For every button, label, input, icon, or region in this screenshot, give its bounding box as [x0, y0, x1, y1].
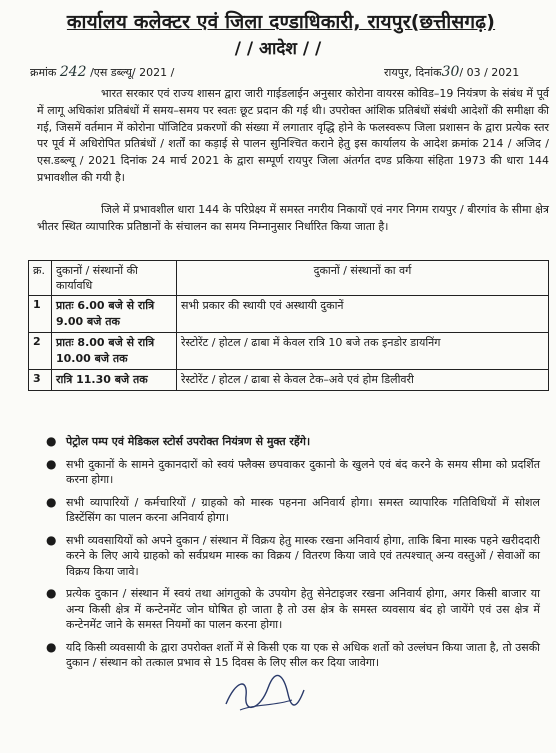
order-place-date — [384, 64, 519, 80]
row-number: 2 — [29, 333, 52, 370]
table-header-time: दुकानों / संस्थानों की कार्यावधि — [52, 261, 177, 296]
table-header-category: दुकानों / संस्थानों का वर्ग — [177, 261, 549, 296]
row-category: रेस्टोरेंट / होटल / ढाबा में केवल रात्रि 10 बजे तक इनडोर डायनिंग — [177, 333, 549, 370]
bullet-icon: ● — [46, 434, 57, 448]
row-number: 3 — [29, 370, 52, 391]
paragraph-background — [37, 86, 549, 187]
bullet-icon: ● — [46, 456, 57, 471]
row-category: रेस्टोरेंट / होटल / ढाबा से केवल टेक–अवे एवं होम डिलीवरी — [177, 370, 549, 391]
bullet-icon: ● — [46, 586, 57, 600]
list-item: ● पेट्रोल पम्प एवं मेडिकल स्टोर्स उपरोक्त नियंत्रण से मुक्त रहेंगे। — [46, 434, 311, 448]
paragraph-timing-intro — [37, 202, 549, 236]
place-date-label: रायपुर, दिनांक — [384, 66, 442, 79]
bullet-icon: ● — [46, 532, 57, 547]
date-handwritten: 30 — [441, 64, 460, 80]
order-number-label: क्रमांक — [30, 66, 57, 79]
bullet-icon: ● — [46, 639, 57, 654]
paragraph-text: जिले में प्रभावशील धारा 144 के परिप्रेक्ष्य में समस्त नगरीय निकायों एवं नगर निगम रायपुर / बीरगांव के सीमा क्षेत्र भीतर स्थित व्यापारिक प्रतिष्ठानों के संचालन का समय निम्नानुसार निर्धारित किया जाता है। — [37, 203, 549, 233]
list-item: ● यदि किसी व्यवसायी के द्वारा उपरोक्त शर्तो में से किसी एक या एक से अधिक शर्तो को उल्लंघन किया जाता है, तो उसकी दुकान / संस्थान को तत्काल प्रभाव से 15 दिवस के लिए सील कर दिया जावेगा। — [46, 639, 540, 669]
paragraph-text: भारत सरकार एवं राज्य शासन द्वारा जारी गाईडलाईन अनुसार कोरोना वायरस कोविड–19 नियंत्रण के संबंध में पूर्व में लागू अधिकांश प्रतिबंधों में समय–समय पर स्वतः छूट प्रदान की गई थी। उपरोक्त आंशिक प्रतिबंधों संबंधी आदेशों की समीक्षा की गई, जिसमें वर्तमान में कोरोना पॉजिटिव प्रकरणों की संख्या में लगातार वृद्धि होने के फलस्वरूप जिला प्रशासन के द्वारा प्रत्येक स्तर पर पूर्व में अधिरोपित प्रतिबंधों / शर्तों का कड़ाई से पालन सुनिश्चित कराने हेतु इस कार्यालय के आदेश क्रमांक 214 / अजिद / एस.डब्ल्यू / 2021 दिनांक 24 मार्च 2021 के द्वारा सम्पूर्ण रायपुर जिला अंतर्गत दण्ड प्रकिया संहिता 1973 की धारा 144 प्रभावशील की गयी है। — [37, 87, 549, 184]
order-heading: / / आदेश / / — [234, 39, 322, 59]
handwritten-signature — [218, 670, 308, 720]
row-time: प्रातः 8.00 बजे से रात्रि 10.00 बजे तक — [52, 333, 177, 370]
row-time: प्रातः 6.00 बजे से रात्रि 9.00 बजे तक — [52, 296, 177, 333]
row-time: रात्रि 11.30 बजे तक — [52, 370, 177, 391]
row-category: सभी प्रकार की स्थायी एवं अस्थायी दुकानें — [177, 296, 549, 333]
shop-timing-table — [28, 260, 549, 391]
table-header-no: क्र. — [29, 261, 52, 296]
order-number — [30, 64, 174, 80]
list-item: ● सभी व्यवसायियों को अपने दुकान / संस्थान में विक्रय हेतु मास्क रखना अनिवार्य होगा, ताकि बिना मास्क पहने खरीददारी करने के लिए आये ग्राहको को सर्वप्रथम मास्क का विक्रय / वितरण किया जावे एवं तत्पश्चात् अन्य वस्तुओं / सेवाओं का विक्रय किया जावे। — [46, 532, 540, 578]
table-row — [29, 370, 549, 391]
bullet-icon: ● — [46, 494, 57, 509]
list-item: ● सभी दुकानों के सामने दुकानदारों को स्वयं फ्लैक्स छपवाकर दुकानो के खुलने एवं बंद करने के समय सीमा को प्रदर्शित करना होगा। — [46, 456, 540, 486]
office-title: कार्यालय कलेक्टर एवं जिला दण्डाधिकारी, रायपुर(छत्तीसगढ़) — [66, 11, 496, 33]
row-number: 1 — [29, 296, 52, 333]
date-suffix: / 03 / 2021 — [459, 66, 520, 79]
table-header-row — [29, 261, 549, 296]
list-item: ● सभी व्यापारियों / कर्मचारियों / ग्राहको को मास्क पहनना अनिवार्य होगा। समस्त व्यापारिक गतिविधियों में सोशल डिस्टेंसिंग का पालन करना अनिवार्य होगा। — [46, 494, 540, 524]
order-number-suffix: /एस डब्ल्यू/ 2021 / — [90, 66, 175, 79]
conditions-list — [40, 434, 540, 678]
list-item: ● प्रत्येक दुकान / संस्थान में स्वयं तथा आंगतुको के उपयोग हेतु सेनेटाइजर रखना अनिवार्य होगा, अगर किसी बाजार या अन्य किसी क्षेत्र में कन्टेनमेंट जोन घोषित हो जाता है तो उस क्षेत्र के समस्त व्यवसाय बंद हो जायेंगे एवं उस क्षेत्र में कन्टेनमेंट जाने के समस्त नियमों का पालन करना होगा। — [46, 586, 540, 631]
table-row — [29, 333, 549, 370]
table-row — [29, 296, 549, 333]
order-number-handwritten: 242 — [59, 64, 87, 80]
